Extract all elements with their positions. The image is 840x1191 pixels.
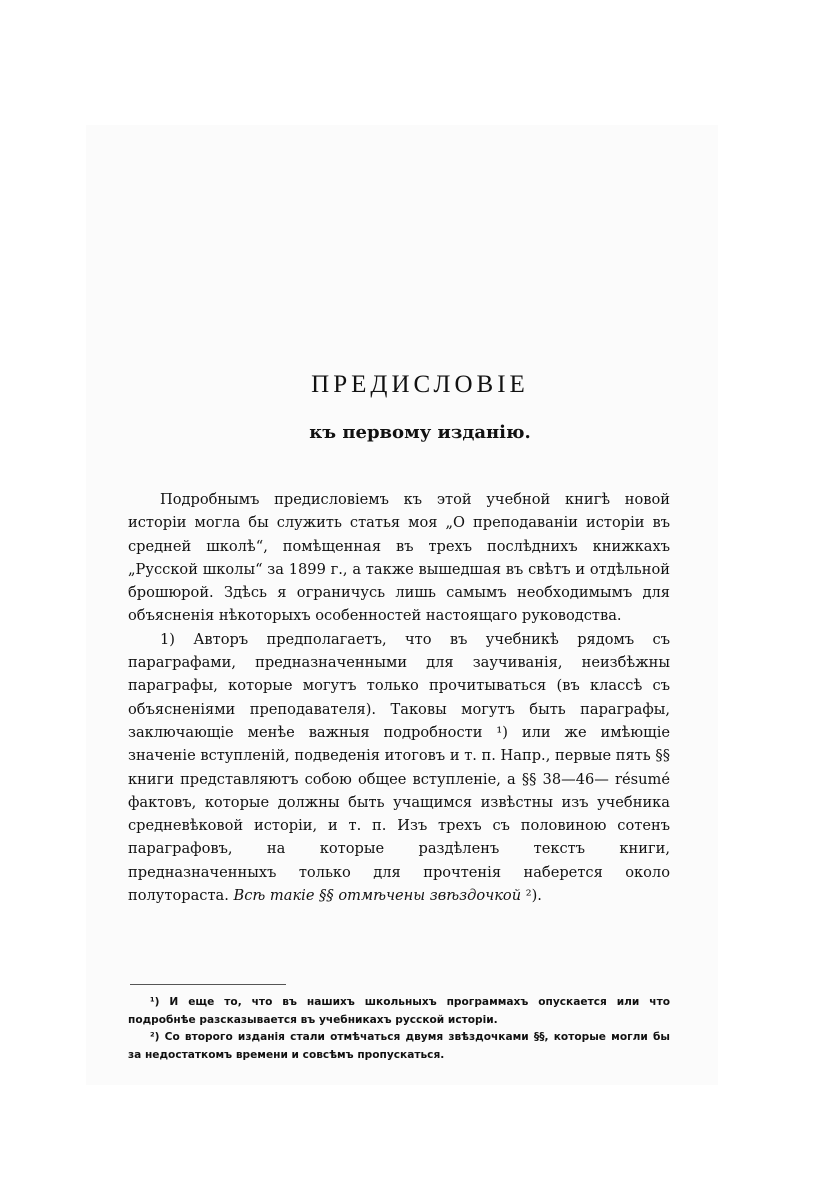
paragraph-point-1-emphasis: Всѣ такіе §§ отмѣчены звѣздочкой <box>233 887 522 905</box>
page-title: ПРЕДИСЛОВІЕ <box>311 371 529 398</box>
paragraph-point-1-text: 1) Авторъ предполагаетъ, что въ учебникѣ рядомъ съ параграфами, предназначенными для заучиванія, неизбѣжны параграфы, которые могутъ только прочитываться (въ классѣ съ объясненіями преподавателя). Таковы могутъ быть параграфы, заключающіе менѣе важныя подробности ¹) или же имѣющіе значеніе вступленій, подведенія итоговъ и т. п. Напр., первые пять §§ книги представляютъ собою общее вступленіе, а §§ 38—46— résumé фактовъ, которые должны быть учащимся извѣстны изъ учебника средневѣковой исторіи, и т. п. Изъ трехъ съ половиною сотенъ параграфовъ, на которые раздѣленъ текстъ книги, предназначенныхъ только для прочтенія наберется около полутораста. <box>128 630 670 905</box>
footnotes <box>128 994 670 1064</box>
footnote-1: ¹) И еще то, что въ нашихъ школьныхъ программахъ опускается или что подробнѣе разсказывается въ учебникахъ русской исторіи. <box>128 996 670 1026</box>
paragraph-intro: Подробнымъ предисловіемъ къ этой учебной книгѣ новой исторіи могла бы служить статья моя „О преподаваніи исторіи въ средней школѣ“, помѣщенная въ трехъ послѣднихъ книжкахъ „Русской школы“ за 1899 г., а также вышедшая въ свѣтъ и отдѣльной брошюрой. Здѣсь я ограничусь лишь самымъ необходимымъ для объясненія нѣкоторыхъ особенностей настоящаго руководства. <box>128 491 670 625</box>
footnote-2: ²) Со второго изданія стали отмѣчаться двумя звѣздочками §§, которые могли бы за недостаткомъ времени и совсѣмъ пропускаться. <box>128 1031 670 1061</box>
paragraph-point-1-ending: ²). <box>521 887 542 905</box>
page-subtitle: къ первому изданію. <box>309 422 531 443</box>
footnote-divider <box>130 984 286 985</box>
body-text <box>128 488 670 907</box>
paragraph-point-1 <box>128 628 670 908</box>
